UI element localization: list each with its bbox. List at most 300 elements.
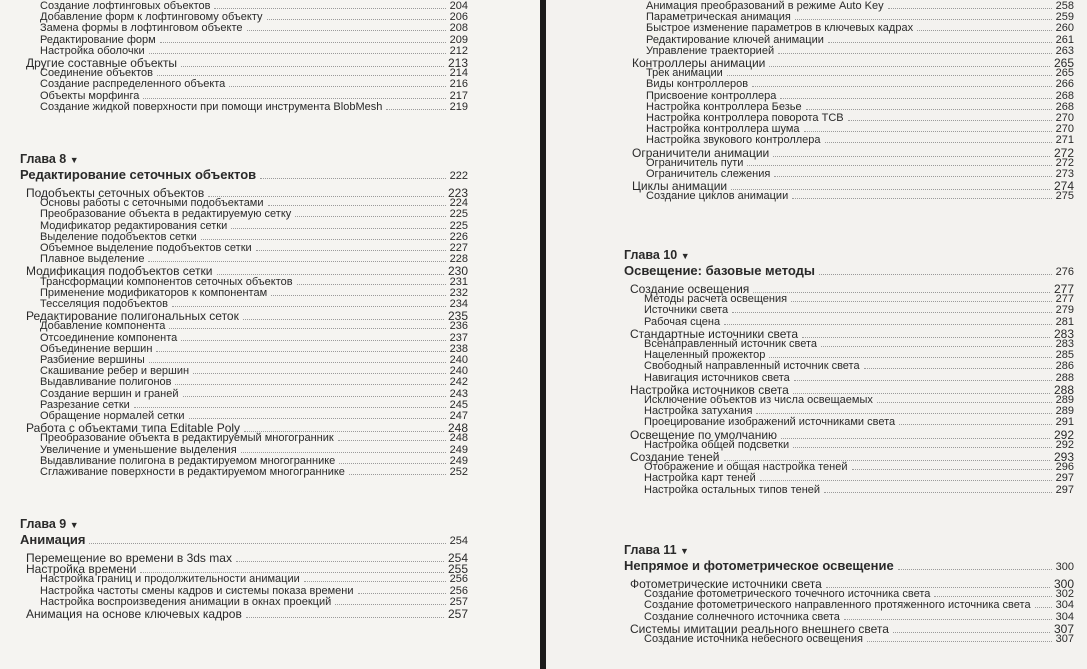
dot-leader (271, 295, 445, 296)
toc-entry-page: 236 (449, 320, 468, 333)
dot-leader (181, 340, 445, 341)
toc-entry-page: 268 (1055, 100, 1074, 113)
toc-entry (644, 439, 1074, 451)
toc-entry-title: Тесселяция подобъектов (40, 298, 168, 310)
dot-leader (183, 396, 446, 397)
toc-entry-title: Выдавливание полигонов (40, 376, 172, 389)
chapter-page: 222 (449, 170, 468, 182)
toc-entry-title: Создание фотометрического точечного источника света (644, 588, 931, 601)
dot-leader (804, 131, 1052, 132)
toc-entry-page: 225 (449, 219, 468, 232)
toc-entry (40, 11, 468, 23)
toc-entry-title: Настройка затухания (644, 405, 753, 418)
toc-entry (40, 253, 468, 265)
toc-entry (644, 633, 1074, 645)
chapter-arrow-icon: ▼ (680, 546, 689, 556)
toc-entry-page: 275 (1055, 190, 1074, 203)
toc-entry (40, 231, 468, 243)
toc-entry-title: Создание лофтинговых объектов (40, 0, 211, 12)
toc-entry-page: 232 (449, 286, 468, 299)
toc-entry (40, 242, 468, 254)
toc-entry-title: Разрезание сетки (40, 398, 130, 411)
toc-entry (646, 67, 1074, 79)
dot-leader (828, 42, 1052, 43)
toc-entry-page: 243 (449, 387, 468, 400)
toc-entry-page: 240 (449, 354, 468, 366)
dot-leader (193, 373, 446, 374)
chapter-title (20, 532, 468, 547)
toc-entry (644, 405, 1074, 417)
toc-entry-title: Ограничитель слежения (646, 168, 771, 180)
toc-entry-page: 208 (449, 22, 468, 35)
toc-entry-title: Разбиение вершины (40, 354, 145, 366)
toc-entry-page: 226 (449, 230, 468, 243)
dot-leader (148, 261, 445, 262)
toc-entry (40, 410, 468, 422)
toc-entry (40, 320, 468, 332)
dot-leader (791, 301, 1052, 302)
toc-entry-title: Контроллеры анимации (632, 56, 766, 70)
dot-leader (201, 239, 446, 240)
toc-entry-title: Замена формы в лофтинговом объекте (40, 22, 243, 35)
toc-entry-title: Исключение объектов из числа освещаемых (644, 394, 873, 406)
toc-entry-page: 219 (449, 100, 468, 113)
toc-entry-page: 300 (1053, 577, 1074, 591)
toc-entry-title: Фотометрические источники света (630, 577, 822, 591)
dot-leader (297, 284, 446, 285)
chapter-label (20, 517, 79, 531)
toc-entry (40, 432, 468, 444)
dot-leader (848, 120, 1052, 121)
chapter-title (624, 558, 1074, 573)
dot-leader (89, 543, 445, 544)
toc-entry-page: 254 (447, 551, 468, 565)
toc-entry-page: 257 (447, 607, 468, 621)
toc-entry-title: Ограничители анимации (632, 145, 770, 160)
dot-leader (752, 86, 1052, 87)
toc-entry (40, 376, 468, 388)
toc-entry-title: Настройка источников света (630, 382, 789, 397)
toc-entry-title: Сглаживание поверхности в редактируемом многограннике (40, 466, 345, 478)
chapter-title (624, 263, 1074, 278)
chapter-number: Глава 11 (624, 543, 680, 557)
toc-entry-page: 268 (1055, 89, 1074, 102)
toc-entry-title: Быстрое изменение параметров в ключевых кадрах (646, 22, 914, 35)
toc-entry-page: 237 (449, 331, 468, 344)
dot-leader (825, 142, 1052, 143)
dot-leader (172, 306, 446, 307)
toc-entry-page: 286 (1055, 360, 1074, 373)
toc-entry-title: Параметрическая анимация (646, 11, 791, 24)
toc-entry-page: 273 (1055, 168, 1074, 180)
toc-entry-title: Создание циклов анимации (646, 190, 789, 203)
dot-leader (386, 109, 445, 110)
toc-entry (40, 365, 468, 377)
toc-entry-page: 224 (449, 197, 468, 210)
dot-leader (934, 596, 1051, 597)
toc-entry-title: Источники света (644, 304, 729, 317)
toc-entry (40, 354, 468, 366)
dot-leader (339, 463, 445, 464)
chapter-page: 276 (1055, 266, 1074, 278)
toc-entry-title: Добавление компонента (40, 320, 166, 333)
toc-entry-page: 256 (449, 573, 468, 586)
toc-entry-title: Создание вершин и граней (40, 387, 179, 400)
dot-leader (157, 75, 446, 76)
dot-leader (867, 641, 1052, 642)
dot-leader (1035, 607, 1052, 608)
toc-entry-title: Объединение вершин (40, 342, 153, 355)
toc-entry (646, 112, 1074, 124)
toc-entry-title: Настройка времени (26, 562, 137, 577)
toc-entry (646, 78, 1074, 90)
dot-leader (888, 8, 1052, 9)
toc-entry-title: Выдавливание полигона в редактируемом многограннике (40, 454, 336, 467)
toc-entry-page: 293 (1053, 450, 1074, 464)
toc-entry-title: Применение модификаторов к компонентам (40, 286, 268, 299)
toc-entry-title: Циклы анимации (632, 179, 728, 194)
dot-leader (917, 30, 1052, 31)
toc-entry-page: 204 (449, 0, 468, 12)
toc-entry-title: Создание источника небесного освещения (644, 633, 863, 645)
dot-leader (189, 418, 446, 419)
toc-entry-title: Настройка границ и продолжительности анимации (40, 573, 300, 586)
toc-entry (40, 220, 468, 232)
toc-entry (644, 349, 1074, 361)
toc-entry (644, 394, 1074, 406)
dot-leader (747, 165, 1051, 166)
toc-entry (646, 34, 1074, 46)
chapter-title (20, 167, 468, 182)
toc-entry-page: 297 (1055, 483, 1074, 496)
dot-leader (756, 413, 1051, 414)
toc-entry (646, 168, 1074, 180)
dot-leader (268, 205, 446, 206)
toc-entry-page: 258 (1055, 0, 1074, 12)
toc-entry (646, 45, 1074, 57)
toc-entry-page: 274 (1053, 179, 1074, 194)
toc-entry-page: 245 (449, 398, 468, 411)
toc-entry-title: Работа с объектами типа Editable Poly (26, 421, 241, 436)
toc-entry-page: 289 (1055, 394, 1074, 406)
toc-entry-page: 238 (449, 342, 468, 355)
dot-leader (149, 53, 446, 54)
toc-entry-page: 249 (449, 454, 468, 467)
toc-entry (40, 276, 468, 288)
toc-entry-page: 289 (1055, 405, 1074, 418)
toc-entry-title: Редактирование ключей анимации (646, 33, 824, 46)
dot-leader (864, 368, 1052, 369)
toc-entry-title: Анимация преобразований в режиме Auto Key (646, 0, 884, 12)
toc-entry-page: 209 (449, 33, 468, 46)
chapter-arrow-icon: ▼ (680, 251, 690, 261)
toc-entry-page: 248 (447, 421, 468, 436)
dot-leader (295, 216, 445, 217)
toc-entry-title: Создание солнечного источника света (644, 610, 840, 623)
toc-entry-title: Трек анимации (646, 67, 723, 80)
toc-entry-title: Виды контроллеров (646, 78, 749, 91)
toc-entry-page: 256 (449, 584, 468, 597)
chapter-label (20, 152, 79, 166)
toc-entry-page: 255 (447, 562, 468, 577)
toc-entry (644, 484, 1074, 496)
toc-entry-title: Создание освещения (630, 282, 750, 296)
toc-entry (644, 304, 1074, 316)
dot-leader (246, 617, 444, 618)
toc-entry-page: 304 (1055, 610, 1074, 623)
toc-entry-page: 288 (1055, 371, 1074, 384)
chapter-label (624, 248, 690, 262)
toc-entry-title: Настройка контроллера поворота TCB (646, 112, 844, 124)
toc-entry-page: 228 (449, 253, 468, 266)
toc-entry-page: 214 (449, 67, 468, 80)
toc-entry-title: Методы расчета освещения (644, 293, 788, 306)
toc-entry (26, 607, 468, 621)
toc-entry-title: Преобразование объекта в редактируемый многогранник (40, 432, 334, 445)
toc-entry-page: 266 (1055, 78, 1074, 91)
toc-entry (40, 34, 468, 46)
toc-entry-page: 304 (1055, 599, 1074, 612)
toc-entry-page: 291 (1055, 416, 1074, 429)
toc-entry-title: Стандартные источники света (630, 326, 799, 341)
dot-leader (769, 357, 1051, 358)
toc-entry-title: Навигация источников света (644, 371, 790, 384)
toc-entry-page: 292 (1055, 438, 1074, 451)
toc-entry-title: Другие составные объекты (26, 56, 178, 70)
dot-leader (349, 474, 446, 475)
toc-entry-title: Выделение подобъектов сетки (40, 230, 197, 243)
toc-entry-title: Настройка карт теней (644, 472, 756, 485)
toc-entry-page: 259 (1055, 11, 1074, 24)
toc-entry-page: 223 (447, 186, 468, 200)
toc-entry (644, 599, 1074, 611)
toc-entry (40, 101, 468, 113)
toc-entry (644, 461, 1074, 473)
toc-entry-page: 277 (1055, 293, 1074, 306)
chapter-page: 300 (1055, 561, 1074, 573)
dot-leader (732, 312, 1051, 313)
toc-entry-title: Нацеленный прожектор (644, 349, 766, 362)
toc-entry (646, 190, 1074, 202)
toc-entry (644, 588, 1074, 600)
toc-entry-page: 206 (449, 11, 468, 24)
dot-leader (724, 324, 1052, 325)
toc-entry-title: Соединение объектов (40, 67, 153, 80)
dot-leader (774, 176, 1051, 177)
dot-leader (795, 19, 1052, 20)
chapter-arrow-icon: ▼ (69, 520, 79, 530)
dot-leader (169, 328, 445, 329)
dot-leader (247, 30, 446, 31)
dot-leader (806, 109, 1052, 110)
toc-entry-title: Проецирование изображений источниками света (644, 416, 896, 429)
chapter-title-text: Непрямое и фотометрическое освещение (624, 558, 894, 573)
toc-entry (40, 67, 468, 79)
chapter-number: Глава 9 (20, 517, 70, 531)
toc-entry (646, 123, 1074, 135)
chapter-label (624, 543, 689, 557)
chapter-arrow-icon: ▼ (69, 155, 79, 165)
toc-entry-page: 270 (1055, 123, 1074, 136)
toc-entry (40, 22, 468, 34)
dot-leader (844, 619, 1052, 620)
toc-entry-page: 271 (1055, 134, 1074, 147)
toc-entry-page: 227 (449, 242, 468, 254)
toc-entry (40, 585, 468, 597)
toc-entry (40, 596, 468, 608)
dot-leader (134, 407, 446, 408)
dot-leader (149, 362, 446, 363)
dot-leader (898, 569, 1052, 570)
toc-entry (646, 0, 1074, 12)
toc-entry (40, 208, 468, 220)
toc-entry-title: Объемное выделение подобъектов сетки (40, 242, 252, 254)
toc-entry-title: Скашивание ребер и вершин (40, 365, 190, 378)
toc-entry-title: Добавление форм к лофтинговому объекту (40, 11, 263, 24)
toc-entry-page: 225 (449, 208, 468, 221)
dot-leader (256, 250, 446, 251)
toc-entry-page: 296 (1055, 461, 1074, 474)
toc-entry-page: 292 (1053, 427, 1074, 442)
toc-entry-page: 281 (1055, 315, 1074, 328)
toc-entry-page: 213 (447, 56, 468, 70)
toc-entry-title: Перемещение во времени в 3ds max (26, 551, 232, 565)
chapter-number: Глава 8 (20, 152, 70, 166)
toc-entry-title: Создание фотометрического направленного протяженного источника света (644, 599, 1031, 612)
toc-entry-page: 272 (1055, 156, 1074, 169)
toc-entry-title: Редактирование полигональных сеток (26, 309, 239, 324)
toc-entry-title: Создание теней (630, 450, 720, 464)
toc-entry-title: Настройка звукового контроллера (646, 134, 821, 147)
toc-entry-title: Объекты морфинга (40, 89, 140, 102)
dot-leader (175, 384, 445, 385)
dot-leader (156, 351, 445, 352)
dot-leader (304, 581, 446, 582)
toc-entry-page: 283 (1053, 326, 1074, 341)
toc-entry (644, 293, 1074, 305)
toc-entry (40, 466, 468, 478)
chapter-title-text: Редактирование сеточных объектов (20, 167, 257, 182)
toc-entry-title: Настройка оболочки (40, 44, 145, 57)
dot-leader (794, 380, 1052, 381)
toc-entry-title: Ограничитель пути (646, 156, 744, 169)
dot-leader (760, 480, 1052, 481)
toc-entry-page: 279 (1055, 304, 1074, 317)
toc-entry (40, 332, 468, 344)
toc-entry-title: Настройка воспроизведения анимации в окнах проекций (40, 595, 332, 608)
dot-leader (821, 346, 1052, 347)
toc-entry-title: Отсоединение компонента (40, 331, 178, 344)
toc-entry (40, 0, 468, 12)
chapter-page: 254 (449, 535, 468, 547)
toc-entry (40, 298, 468, 310)
dot-leader (792, 198, 1051, 199)
toc-entry-title: Преобразование объекта в редактируемую сетку (40, 208, 292, 221)
toc-entry-page: 297 (1055, 472, 1074, 485)
dot-leader (267, 19, 446, 20)
dot-leader (778, 53, 1052, 54)
toc-entry (644, 472, 1074, 484)
toc-entry-page: 307 (1053, 621, 1074, 636)
toc-entry-title: Настройка частоты смены кадров и системы показа времени (40, 584, 354, 597)
toc-entry (646, 101, 1074, 113)
dot-leader (819, 274, 1052, 275)
toc-entry-title: Настройка остальных типов теней (644, 483, 821, 496)
dot-leader (260, 178, 446, 179)
toc-entry-title: Настройка общей подсветки (644, 438, 790, 451)
toc-entry (644, 316, 1074, 328)
toc-entry-page: 230 (447, 264, 468, 279)
toc-entry (40, 78, 468, 90)
toc-entry (40, 197, 468, 209)
toc-entry-page: 272 (1053, 145, 1074, 160)
toc-entry-page: 252 (449, 466, 468, 478)
toc-entry-title: Подобъекты сеточных объектов (26, 186, 205, 200)
toc-entry-title: Настройка контроллера шума (646, 123, 800, 136)
toc-entry (40, 45, 468, 57)
toc-entry-page: 265 (1053, 56, 1074, 70)
dot-leader (335, 604, 445, 605)
toc-entry (644, 611, 1074, 623)
toc-entry-title: Обращение нормалей сетки (40, 410, 185, 422)
toc-entry-title: Трансформации компонентов сеточных объектов (40, 275, 293, 288)
toc-entry-page: 265 (1055, 67, 1074, 80)
toc-entry (644, 338, 1074, 350)
toc-entry-title: Настройка контроллера Безье (646, 100, 802, 113)
toc-entry-title: Плавное выделение (40, 253, 145, 266)
toc-entry-page: 248 (449, 432, 468, 445)
toc-entry (646, 90, 1074, 102)
toc-entry-page: 242 (449, 376, 468, 389)
toc-entry-title: Системы имитации реального внешнего света (630, 621, 889, 636)
dot-leader (899, 424, 1052, 425)
toc-entry-page: 285 (1055, 349, 1074, 362)
toc-entry-title: Свободный направленный источник света (644, 360, 860, 373)
chapter-title-text: Освещение: базовые методы (624, 263, 816, 278)
toc-entry-page: 263 (1055, 44, 1074, 57)
toc-entry-page: 260 (1055, 22, 1074, 35)
toc-entry-title: Управление траекторией (646, 44, 775, 57)
toc-entry-page: 217 (449, 89, 468, 102)
toc-entry (40, 444, 468, 456)
dot-leader (727, 75, 1052, 76)
toc-entry-page: 216 (449, 78, 468, 91)
toc-entry-page: 234 (449, 298, 468, 310)
dot-leader (780, 98, 1051, 99)
dot-leader (143, 98, 445, 99)
toc-entry-page: 240 (449, 365, 468, 378)
toc-entry-page: 235 (447, 309, 468, 324)
dot-leader (231, 228, 445, 229)
toc-entry-page: 261 (1055, 33, 1074, 46)
toc-entry-page: 231 (449, 275, 468, 288)
toc-entry (644, 360, 1074, 372)
toc-entry-title: Увеличение и уменьшение выделения (40, 443, 237, 456)
toc-entry-title: Создание жидкой поверхности при помощи инструмента BlobMesh (40, 100, 383, 113)
toc-entry (644, 372, 1074, 384)
toc-entry-page: 247 (449, 410, 468, 422)
toc-entry-page: 249 (449, 443, 468, 456)
toc-entry-title: Редактирование форм (40, 33, 156, 46)
toc-entry-page: 307 (1055, 633, 1074, 645)
dot-leader (241, 452, 446, 453)
toc-entry-title: Рабочая сцена (644, 315, 721, 328)
toc-entry (646, 134, 1074, 146)
toc-entry-title: Создание распределенного объекта (40, 78, 226, 91)
toc-entry-title: Присвоение контроллера (646, 89, 777, 102)
toc-entry (646, 11, 1074, 23)
dot-leader (338, 440, 446, 441)
